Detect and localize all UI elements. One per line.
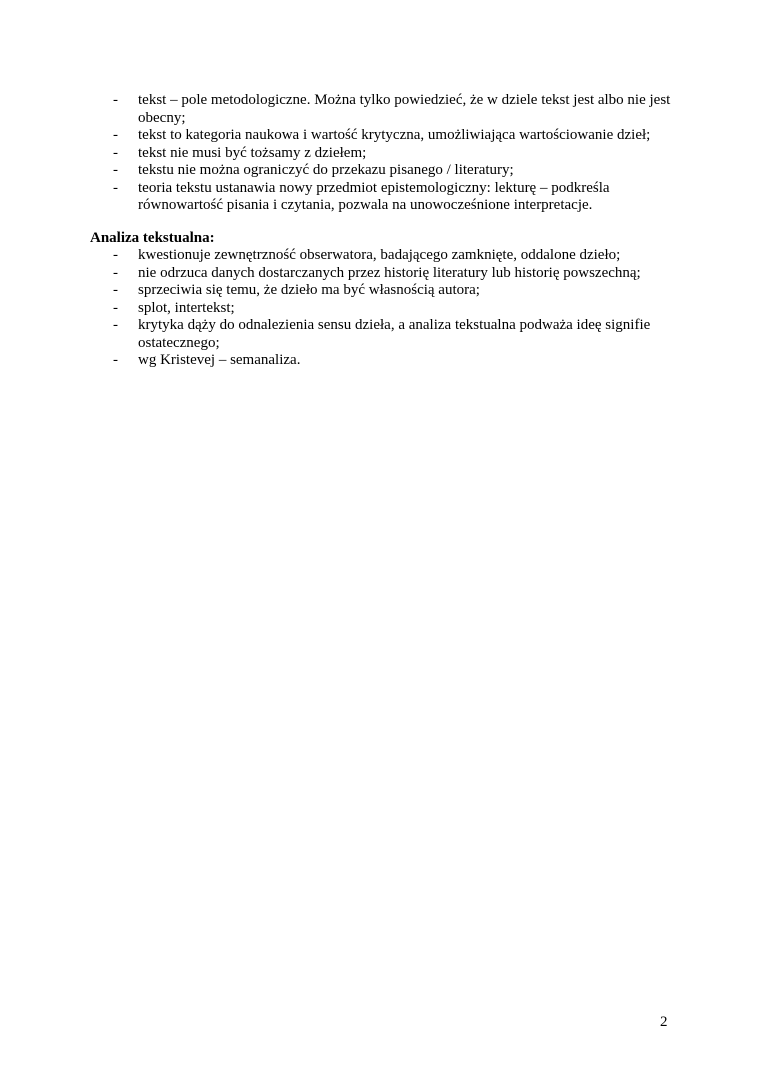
list-item: [109, 180, 674, 215]
list-item: [109, 247, 674, 265]
list-item: [109, 127, 674, 145]
list-item-text: krytyka dąży do odnalezienia sensu dzieła, a analiza tekstualna podważa ideę signifie ostatecznego;: [138, 317, 651, 351]
list-item: [109, 317, 674, 352]
list-item: [109, 352, 674, 370]
list-item: [109, 300, 674, 318]
list-item: [109, 162, 674, 180]
list-item-text: wg Kristevej – semanaliza.: [138, 352, 301, 368]
list-item: [109, 265, 674, 283]
list-item-text: tekst to kategoria naukowa i wartość krytyczna, umożliwiająca wartościowanie dzieł;: [138, 127, 651, 143]
list-item-text: teoria tekstu ustanawia nowy przedmiot epistemologiczny: lekturę – podkreśla równowartość pisania i czytania, pozwala na unowocześnione interpretacje.: [138, 179, 610, 213]
bullet-dash: -: [113, 264, 118, 281]
bullet-dash: -: [113, 127, 118, 143]
bullet-dash: -: [113, 179, 118, 196]
bullet-dash: -: [113, 282, 118, 298]
bullet-dash: -: [113, 247, 118, 263]
list-item-text: tekstu nie można ograniczyć do przekazu pisanego / literatury;: [138, 162, 514, 178]
list-item-text: sprzeciwia się temu, że dzieło ma być własnością autora;: [138, 282, 480, 298]
bullet-dash: -: [113, 162, 118, 178]
section-heading: Analiza tekstualna:: [90, 230, 215, 246]
bullet-dash: -: [113, 317, 118, 333]
list-item-text: tekst – pole metodologiczne. Można tylko powiedzieć, że w dziele tekst jest albo nie jest obecny;: [138, 92, 671, 126]
list-item: [109, 282, 674, 300]
list-item: [109, 145, 674, 163]
list-item-text: splot, intertekst;: [138, 299, 235, 316]
list-item-text: nie odrzuca danych dostarczanych przez historię literatury lub historię powszechną;: [138, 264, 641, 281]
bullet-list-textual-analysis: [109, 247, 674, 370]
list-item: [109, 92, 674, 127]
page-number: 2: [660, 1014, 668, 1030]
bullet-dash: -: [113, 144, 118, 161]
bullet-list-text-theory: [109, 92, 674, 215]
list-item-text: kwestionuje zewnętrzność obserwatora, badającego zamknięte, oddalone dzieło;: [138, 247, 621, 263]
list-item-text: tekst nie musi być tożsamy z dziełem;: [138, 144, 367, 161]
bullet-dash: -: [113, 352, 118, 368]
bullet-dash: -: [113, 299, 118, 316]
bullet-dash: -: [113, 92, 118, 108]
